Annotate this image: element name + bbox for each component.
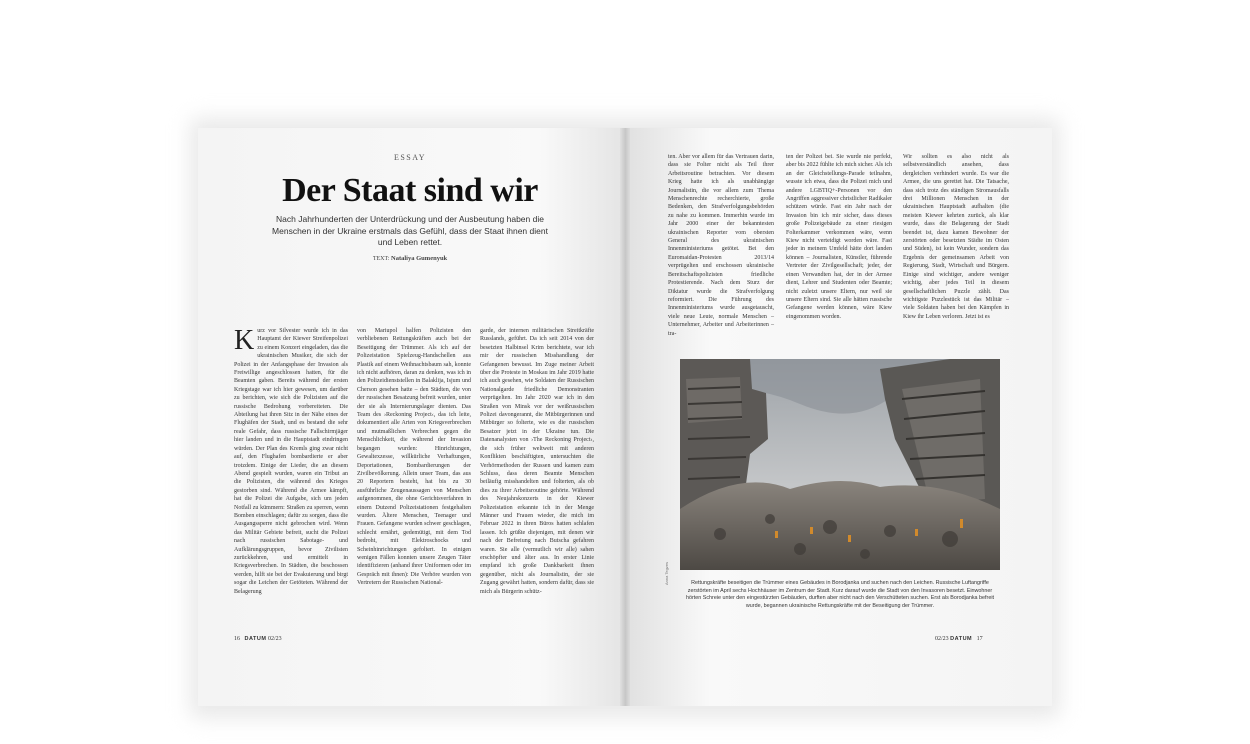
- text-column-1: [234, 327, 348, 627]
- folio-right: [935, 636, 983, 642]
- byline: [200, 255, 620, 262]
- photo-destroyed-buildings: [680, 359, 1000, 570]
- drop-cap: K: [234, 325, 255, 356]
- column-5-text: ten der Polizei bei. Sie wurde nie perfekt, aber bis 2022 fühlte ich mich sicher. Als ich an der Gleichstellungs-Parade teilnahm, wusste ich etwa, dass die Polizei mich und andere LGBTIQ+-Personen vor den Angriffen aggressiver christlicher Radikaler schützen würde. Fast ein Jahr nach der Invasion bin ich mir sicher, dass dieses große Polizeigebäude zu einer riesigen Folterkammer verkommen wäre, wenn Kiew nicht verteidigt worden wäre. Fast jeder in meinem Umfeld hätte dort landen können – Journalisten, Künstler, führende Vertreter der Zivilgesellschaft; jeder, der einen Verwandten hat, der in der Armee dient, Lehrer und Studenten oder Beamte; nicht zuletzt unsere Eltern, nur weil sie unsere Eltern sind. Sie alle hätten russische Gefangene werden können, wäre Kiew eingenommen worden.: [786, 154, 892, 320]
- page-number-left: 16: [234, 636, 240, 642]
- spine-gutter: [620, 128, 630, 706]
- article-subtitle: Nach Jahrhunderten der Unterdrückung und der Ausbeutung haben die Menschen in der Ukraine erstmals das Gefühl, dass der Staat ihnen dient und Leben rettet.: [272, 214, 548, 247]
- text-column-2: [357, 327, 471, 627]
- column-1-text: urz vor Silvester wurde ich in das Hauptamt der Kiewer Streifenpolizei zu einem Konzert eingeladen, das die ukrainischen Musiker, die sich der Polizei in der Anfangsphase der Invasion als Freiwillige angeschlossen hatten, für die Beamten gaben. Bereits während der ersten Kriegstage war ich hier gewesen, um darüber zu berichten, wie sich die Polizisten auf die russische Bedrohung vorbereiteten. Die Abteilung hat ihren Sitz in der Nähe eines der Flughäfen der Stadt, und es bestand die sehr reale Gefahr, dass russische Fallschirmjäger hier landen und in die Hauptstadt eindringen würden. Der Plan des Kremls ging zwar nicht auf, den Flughafen bombardierte er aber trotzdem. Einige der Lieder, die an diesem Abend gespielt wurden, waren ein Tribut an die Polizisten, die während des Krieges gestorben sind. Während die Armee kämpft, hat die Polizei die Aufgabe, sich um jeden Notfall zu kümmern: Straßen zu sperren, wenn Bomben einschlagen; dafür zu sorgen, dass die Ausgangssperre nicht gebrochen wird. Wenn das Militär Gebiete befreit, sucht die Polizei nach russischen Sabotage- und Aufklärungsgruppen, bevor Zivilisten zurückkehren, und ermittelt in Kriegsverbrechen. In Städten, die beschossen werden, hilft sie bei der Evakuierung und birgt sogar die Leichen der Getöteten. Während der Belagerung: [234, 328, 348, 595]
- folio-left: [234, 636, 282, 642]
- byline-prefix: TEXT:: [372, 256, 390, 262]
- photo-caption: Rettungskräfte beseitigen die Trümmer eines Gebäudes in Borodjanka und suchen nach den Leichen. Russische Luftangriffe zerstörten im April sechs Hochhäuser im Zentrum der Stadt. Kurz darauf wurde die Stadt von den Invasoren besetzt. Einwohner hörten Schreie unter den eingestürzten Gebäuden, durften aber nicht nach den Verschütteten suchen. Erst als Borodjanka befreit wurde, begannen ukrainische Rettungskräfte mit der Beseitigung der Trümmer.: [685, 580, 995, 609]
- text-column-4: [668, 153, 774, 337]
- issue-left: 02/23: [267, 636, 282, 642]
- ruins-illustration: [680, 359, 1000, 570]
- photo-credit: Anna Tegzes: [664, 561, 669, 585]
- article-title: Der Staat sind wir: [282, 172, 538, 209]
- article-kicker: ESSAY: [393, 153, 427, 162]
- text-column-5: [786, 153, 892, 329]
- magazine-name-right: DATUM: [950, 636, 973, 642]
- column-6-text: Wir sollten es also nicht als selbstverständlich ansehen, dass dergleichen verhindert wurde. Es war die Armee, die uns gerettet hat. Die Tatsache, dass sich trotz des ständigen Stromausfalls drei Millionen Menschen in der ukrainischen Hauptstadt aufhalten (die meisten Kiewer kehrten zurück, als klar wurde, dass die Belagerung der Stadt beendet ist, dazu kamen Bewohner der zerstörten oder besetzten Städte im Osten und Süden), ist kein Wunder, sondern das Ergebnis der gemeinsamen Arbeit von Regierung, Stadt, Wirtschaft und Bürgern. Einige sind wichtiger, andere weniger wichtig, aber jedes Teil in diesem gesellschaftlichen Puzzle zählt. Das wichtigste Puzzlestück ist das Militär – viele Soldaten haben bei den Kämpfen in Kiew ihr Leben verloren. Jetzt ist es: [903, 154, 1009, 320]
- issue-right: 02/23: [935, 636, 949, 642]
- page-number-right: 17: [976, 636, 983, 642]
- column-2-text: von Mariupol halfen Polizisten den verbliebenen Rettungskräften auch bei der Beseitigung der Trümmer. Als ich auf der Polizeistation Spielzeug-Handschellen aus Plastik auf einem Weihnachtsbaum sah, konnte ich nicht aufhören, daran zu denken, was ich in den Polizeidienststellen in Balaklija, Isjum und Cherson gesehen hatte – den Städten, die von der russischen Besatzung befreit wurden, unter der sie als Internierungslager dienten. Das Team des ›Reckoning Project‹, das ich leite, dokumentiert alle Arten von Kriegsverbrechen und mutmaßlichen Verbrechen gegen die Menschlichkeit, die während der Invasion begangen wurden: Hinrichtungen, Gewaltexzesse, willkürliche Verhaftungen, Deportationen, Bombardierungen der Zivilbevölkerung. Allein unser Team, das aus 20 Reportern besteht, hat bis zu 30 ausführliche Zeugenaussagen von Menschen aufgenommen, die ohne Gerichtsverfahren in einem Dutzend Polizeistationen festgehalten wurden. Ältere Menschen, Teenager und Frauen. Gefangene wurden schwer geschlagen, schlecht ernährt, gedemütigt, mit dem Tod bedroht, mit Elektroschocks und Scheinhinrichtungen gefoltert. In einigen wenigen Fällen konnten unsere Zeugen Täter identifizieren (anhand ihrer Uniformen oder im Gespräch mit ihnen): Die Verhöre wurden von Vertretern der Russischen National-: [357, 328, 471, 587]
- column-3-text: garde, der internen militärischen Streitkräfte Russlands, geführt. Da ich seit 2014 von der besetzten Halbinsel Krim berichtete, war ich mir der russischen Misshandlung der Gefangenen bewusst. Im Zuge meiner Arbeit über die Proteste in Moskau im Jahr 2019 hatte ich auch gesehen, wie Soldaten der Russischen Nationalgarde friedliche Demonstranten verprügelten. Im Jahr 2020 war ich in den Straßen von Minsk vor der weißrussischen Polizei davongerannt, die Mitbürgerinnen und Mitbürger so folterte, wie es die russischen Besatzer jetzt in der Ukraine tun. Die Datenanalysten von ›The Reckoning Project‹, die sich früher weltweit mit anderen Konflikten beschäftigten, untersuchten die Verhörmethoden der Russen und kamen zum Schluss, dass deren Beamte Menschen beiläufig misshandelten und folterten, als ob dies zu ihrer Arbeitsroutine gehörte. Während des Neujahrskonzerts in der Kiewer Polizeistation erkannte ich in der Menge Männer und Frauen wieder, die mich im Februar 2022 in ihren Büros hatten schlafen lassen. Ich grüßte diejenigen, mit denen wir nach der Befreiung nach Butscha gefahren waren. Sie alle (vermutlich wir alle) sahen erschöpfter und älter aus. In erster Linie empfand ich große Dankbarkeit ihnen gegenüber, nicht als Journalistin, der sie Zugang gewährt hatten, sondern dafür, dass sie mich als Bürgerin schütz-: [480, 328, 594, 595]
- text-column-3: [480, 327, 594, 627]
- text-column-6: [903, 153, 1009, 329]
- magazine-name-left: DATUM: [244, 636, 267, 642]
- column-4-text: ten. Aber vor allem für das Vertrauen darin, dass sie Folter nicht als Teil ihrer Arbeitsroutine betrachten. Vor diesem Krieg hatte ich als unabhängige Journalistin, die vor allem zum Thema Menschenrechte recherchierte, große Bedenken, den Strafverfolgungsbehörden zu nahe zu kommen. Immerhin wurde im Jahr 2000 einer der bekanntesten ukrainischen Reporter vom obersten General des ukrainischen Innenministeriums getötet. Bei den Euromaidan-Protesten 2013/14 verprügelten und erschossen ukrainische Bereitschaftspolizisten friedliche Protestierende. Nach dem Sturz der Diktatur wurde die Strafverfolgung reformiert. Die Führung des Innenministeriums wurde ausgetauscht, viele neue Leute, normale Menschen – Unternehmer, Arbeiter und Arbeiterinnen – tra-: [668, 154, 774, 337]
- byline-author: Nataliya Gumenyuk: [391, 255, 448, 262]
